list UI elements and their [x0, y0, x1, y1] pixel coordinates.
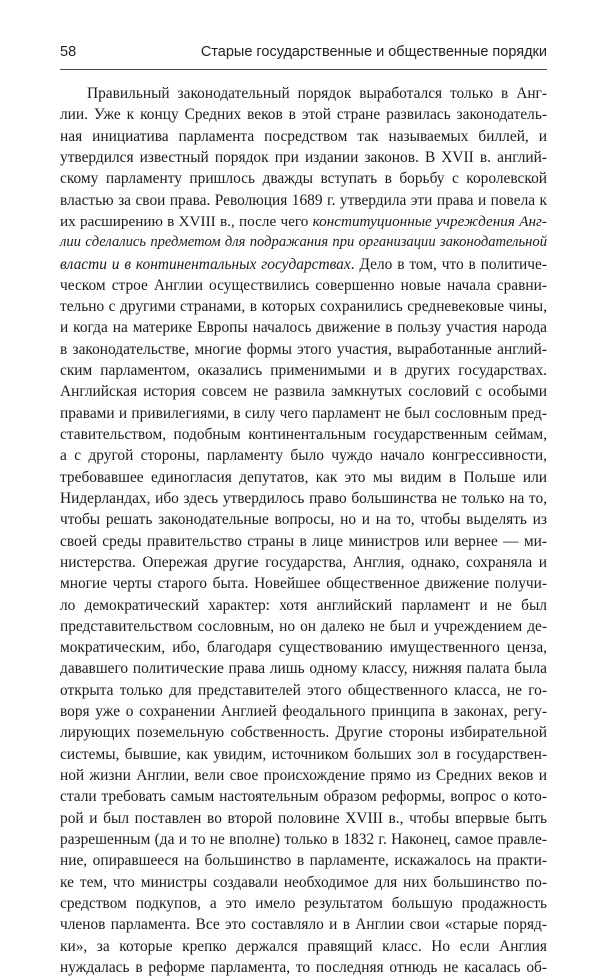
page-header — [60, 44, 547, 66]
text-line: многие черты старого быта. Новейшее общественное движение получи- — [60, 575, 547, 593]
text-line: в законодательстве, многие формы этого участия, выработанные англий- — [60, 340, 547, 358]
text-fragment: . — [350, 255, 355, 273]
header-rule — [60, 69, 547, 70]
text-line: ставительством, подобным континентальным государственным сеймам, — [60, 426, 547, 443]
text-line: ние, опиравшееся на большинство в парламенте, искажалось на практи- — [60, 852, 547, 870]
text-line-mixed — [60, 254, 547, 275]
text-line: стали требовать самым настоятельным образом реформы, вопрос о кото- — [60, 788, 547, 806]
text-line-italic: лии сделались предметом для подражания при организации законодательной — [60, 234, 547, 251]
text-line: мократическим, ибо, благодаря существованию имущественного ценза, — [60, 639, 547, 657]
text-line: лирующих поземельную собственность. Другие стороны избирательной — [60, 724, 547, 742]
page-number: 58 — [60, 44, 77, 60]
text-line: дававшего политические права лишь одному классу, нижняя палата была — [60, 660, 547, 678]
text-line: нуждалась в реформе парламента, то последняя отнюдь не касалась об- — [60, 958, 547, 976]
text-line: правами и привилегиями, в силу чего парламент не был сословным пред- — [60, 404, 547, 422]
text-line: требовавшее единогласия депутатов, как это мы видим в Польше или — [60, 468, 547, 486]
text-line: ским парламентом, оказались применимыми и в других государствах. — [60, 362, 547, 380]
text-line: властью за свои права. Революция 1689 г. утвердила эти права и повела к — [60, 191, 547, 209]
text-line: ки», за которые крепко держался правящий класс. Но если Англия — [60, 937, 547, 955]
text-line: лии. Уже к концу Средних веков в этой стране развилась законодатель- — [60, 106, 547, 124]
text-line: и когда на материке Европы началось движение в пользу участия народа — [60, 319, 547, 337]
text-line: системы, бывшие, как увидим, источником больших зол в государствен- — [60, 745, 547, 763]
italic-fragment: конституционные учреждения Анг- — [312, 212, 547, 230]
text-line: а с другой стороны, парламенту было чуждо начало конгрессивности, — [60, 447, 547, 465]
text-line: разрешенным (да и то не вполне) только в 1832 г. Наконец, самое правле- — [60, 830, 547, 848]
text-line: рой и был поставлен во второй половине XVIII в., чтобы впервые быть — [60, 809, 547, 827]
text-line: ческом строе Англии осуществились совершенно новые начала сравни- — [60, 276, 547, 294]
text-line: Правильный законодательный порядок выработался только в Анг- — [87, 85, 547, 102]
text-line: своей среды правительство страны в лице министров или вернее — ми- — [60, 532, 547, 550]
text-line: членов парламента. Все это составляло и в Англии свои «старые поряд- — [60, 916, 547, 934]
text-line: ло демократический характер: хотя английский парламент и не был — [60, 596, 547, 614]
text-fragment: Дело в том, что в политиче- — [354, 255, 547, 273]
text-line: Английская история совсем не развила замкнутых сословий с особыми — [60, 383, 547, 401]
text-line: чтобы решать законодательные вопросы, но и на то, чтобы выделять из — [60, 511, 547, 529]
text-line: ной жизни Англии, вели свое происхождение прямо из Средних веков и — [60, 767, 547, 784]
text-fragment: их расширению в XVIII в., после чего — [60, 212, 313, 230]
text-line: средством подкупов, а это имело результатом большую продажность — [60, 894, 547, 912]
text-line: воря уже о сохранении Англией феодального принципа в законах, регу- — [60, 703, 547, 721]
body-text — [60, 83, 547, 978]
italic-fragment: власти и в континентальных государствах — [60, 255, 351, 273]
text-line: представительством сословным, но он далеко не был и учреждением де- — [60, 617, 547, 635]
text-line: утвердился известный порядок при издании законов. В XVII в. англий- — [60, 148, 547, 166]
text-line: тельно с другими странами, в которых сохранились средневековые чины, — [60, 298, 547, 316]
text-line: открыта только для представителей этого общественного класса, не го- — [60, 681, 547, 699]
text-line: Нидерландах, ибо здесь утвердилось право большинства не только на то, — [60, 489, 547, 507]
text-line: ке тем, что министры создавали необходимое для них большинство по- — [60, 873, 547, 891]
text-line: ная инициатива парламента посредством так называемых биллей, и — [60, 127, 547, 145]
text-line-mixed — [60, 211, 547, 232]
running-title: Старые государственные и общественные порядки — [200, 44, 547, 60]
text-line: нистерства. Опережая другие государства, Англия, однако, сохраняла и — [60, 553, 547, 571]
text-line: скому парламенту пришлось дважды вступать в борьбу с королевской — [60, 170, 547, 188]
